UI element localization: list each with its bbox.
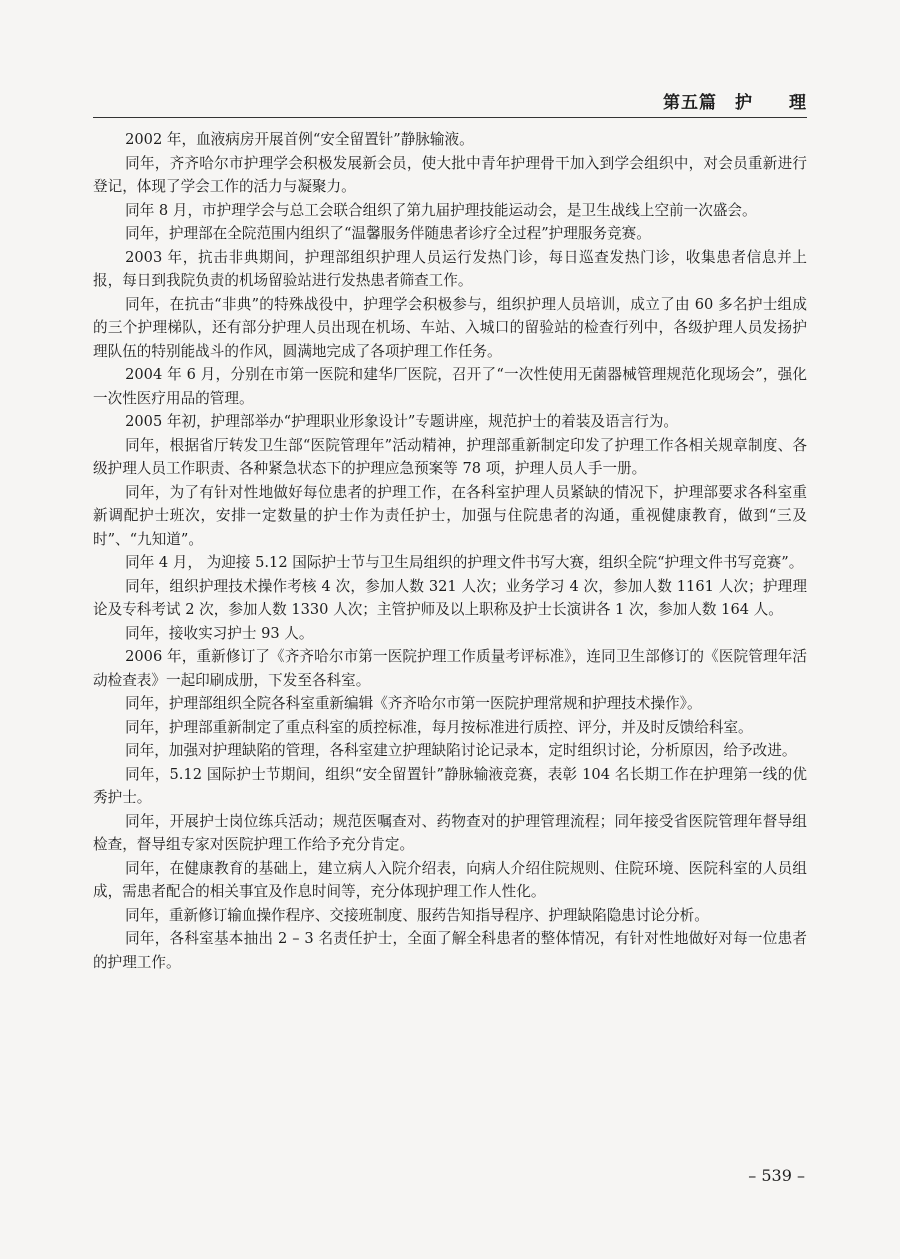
paragraph: 2005 年初，护理部举办“护理职业形象设计”专题讲座，规范护士的着装及语言行为。 [125,413,679,430]
running-header [663,88,807,113]
paragraph: 同年，在抗击“非典”的特殊战役中，护理学会积极参与，组织护理人员培训，成立了由 60 多名护士组成的三个护理梯队，还有部分护理人员出现在机场、车站、入城口的留验站的检查行列中，各级护理人员发扬护理队伍的特别能战斗的作风，圆满地完成了各项护理工作任务。 [93,295,807,360]
header-part: 第五篇 [663,93,717,113]
paragraph: 同年 4 月， 为迎接 5.12 国际护士节与卫生局组织的护理文件书写大赛，组织全院“护理文件书写竞赛”。 [125,554,804,571]
paragraph: 同年，接收实习护士 93 人。 [125,624,314,642]
paragraph: 同年，为了有针对性地做好每位患者的护理工作，在各科室护理人员紧缺的情况下，护理部要求各科室重新调配护士班次，安排一定数量的护士作为责任护士，加强与住院患者的沟通，重视健康教育，做到“三及时”、“九知道”。 [93,483,807,548]
paragraph: 同年，齐齐哈尔市护理学会积极发展新会员，使大批中青年护理骨干加入到学会组织中，对会员重新进行登记，体现了学会工作的活力与凝聚力。 [93,154,807,195]
paragraph: 同年，组织护理技术操作考核 4 次，参加人数 321 人次；业务学习 4 次，参加人数 1161 人次；护理理论及专科考试 2 次，参加人数 1330 人次；主管护师及以上职称及护士长演讲各 1 次，参加人数 164 人。 [93,577,807,618]
paragraph: 2006 年，重新修订了《齐齐哈尔市第一医院护理工作质量考评标准》，连同卫生部修订的《医院管理年活动检查表》一起印刷成册，下发至各科室。 [93,648,807,689]
body-text [93,128,807,974]
paragraph: 同年，护理部在全院范围内组织了“温馨服务伴随患者诊疗全过程”护理服务竞赛。 [125,225,651,242]
paragraph: 同年，重新修订输血操作程序、交接班制度、服药告知指导程序、护理缺陷隐患讨论分析。 [125,906,709,924]
paragraph: 同年，护理部重新制定了重点科室的质控标准，每月按标准进行质控、评分，并及时反馈给科室。 [125,718,753,736]
paragraph: 同年，开展护士岗位练兵活动；规范医嘱查对、药物查对的护理管理流程；同年接受省医院管理年督导组检查，督导组专家对医院护理工作给予充分肯定。 [93,812,807,853]
paragraph: 同年，护理部组织全院各科室重新编辑《齐齐哈尔市第一医院护理常规和护理技术操作》。 [125,695,702,712]
header-chapter: 护 理 [735,93,807,113]
paragraph: 同年，加强对护理缺陷的管理，各科室建立护理缺陷讨论记录本，定时组织讨论，分析原因，给予改进。 [125,742,797,759]
paragraph: 同年，根据省厅转发卫生部“医院管理年”活动精神，护理部重新制定印发了护理工作各相关规章制度、各级护理人员工作职责、各种紧急状态下的护理应急预案等 78 项，护理人员人手一册。 [93,436,807,477]
paragraph: 2002 年，血液病房开展首例“安全留置针”静脉输液。 [125,131,474,148]
paragraph: 同年 8 月，市护理学会与总工会联合组织了第九届护理技能运动会，是卫生战线上空前一次盛会。 [125,201,757,219]
paragraph: 同年，5.12 国际护士节期间，组织“安全留置针”静脉输液竞赛，表彰 104 名长期工作在护理第一线的优秀护士。 [93,765,807,806]
header-rule [93,117,807,118]
page-number: – 539 – [748,1166,805,1185]
paragraph: 2004 年 6 月，分别在市第一医院和建华厂医院，召开了“一次性使用无菌器械管理规范化现场会”，强化一次性医疗用品的管理。 [93,366,807,407]
paragraph: 同年，在健康教育的基础上，建立病人入院介绍表，向病人介绍住院规则、住院环境、医院科室的人员组成，需患者配合的相关事宜及作息时间等，充分体现护理工作人性化。 [93,859,807,900]
paragraph: 同年，各科室基本抽出 2 – 3 名责任护士，全面了解全科患者的整体情况，有针对性地做好对每一位患者的护理工作。 [93,930,807,971]
paragraph: 2003 年，抗击非典期间，护理部组织护理人员运行发热门诊，每日巡查发热门诊，收集患者信息并上报，每日到我院负责的机场留验站进行发热患者筛查工作。 [93,248,807,289]
